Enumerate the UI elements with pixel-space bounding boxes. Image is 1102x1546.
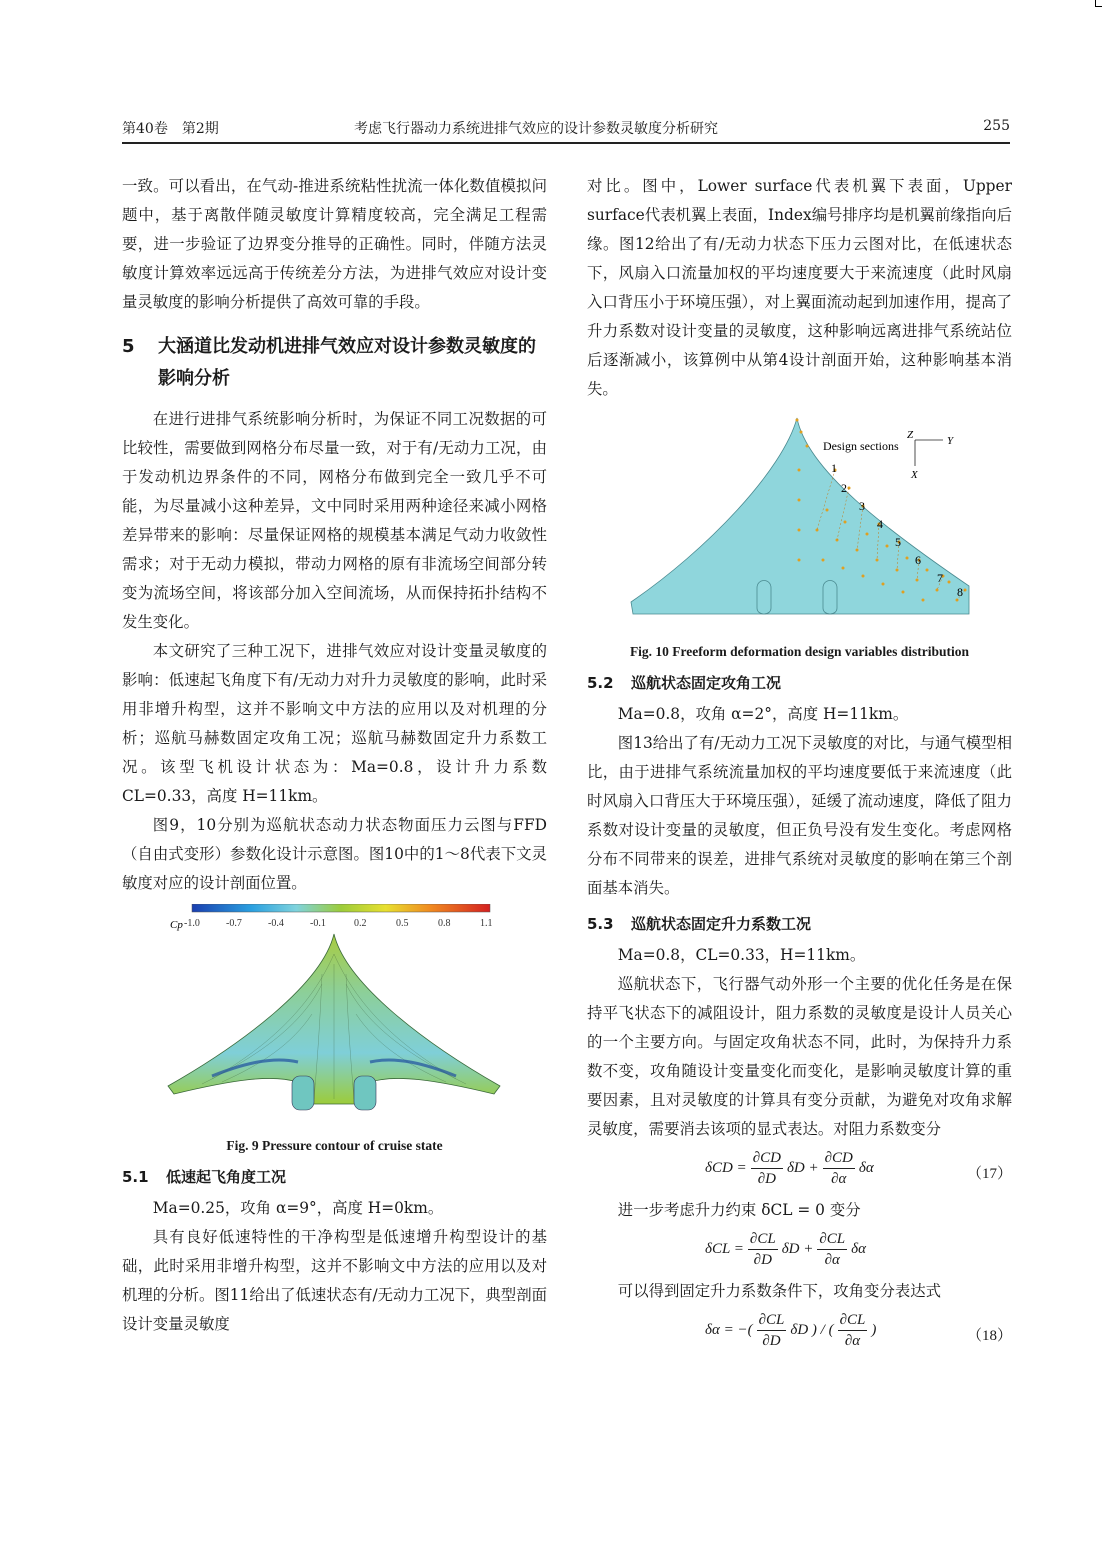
subsection-title: 低速起飞角度工况 [166,1168,287,1186]
design-sections-label: Design sections [823,439,899,453]
eq-denominator: ∂D [757,1171,776,1187]
equation-number: （17） [966,1166,1012,1182]
eq-fraction [757,1310,787,1351]
subsection-number: 5.2 [587,674,614,692]
eq-term: δD + [781,1241,814,1257]
subsection-number: 5.1 [122,1168,149,1186]
colorbar-tick: -1.0 [184,918,200,929]
eq-fraction [823,1148,855,1189]
condition-line: Ma=0.8，攻角 α=2°，高度 H=11km。 [617,705,909,723]
figure-9 [122,904,547,1153]
header-rule [122,142,1010,144]
axis-y-label: Y [947,435,954,447]
colorbar-label: Cp [170,919,183,931]
paragraph: 可以得到固定升力系数条件下，攻角变分表达式 [617,1282,942,1300]
equation-18 [587,1306,1012,1358]
paragraph: 对比。图中，Lower surface代表机翼下表面，Upper surface代表机翼上表面，Index编号排序均是机翼前缘指向后缘。图12给出了有/无动力状态下压力云图对比，在低速状态下，风扇入口流量加权的平均速度要大于来流速度（此时风扇入口背压小于环境压强），对上翼面流动起到加速作用，提高了升力系数对设计变量的灵敏度，这种影响远离进排气系统站位后逐渐减小，该算例中从第4设计剖面开始，这种影响基本消失。 [587,177,1012,398]
paragraph: 图13给出了有/无动力工况下灵敏度的对比，与通气模型相比，由于进排气系统流量加权的平均速度要低于来流速度（此时风扇入口背压大于环境压强），延缓了流动速度，降低了阻力系数对设计变量的灵敏度，但正负号没有发生变化。考虑网格分布不同带来的误差，进排气系统对灵敏度的影响在第三个剖面基本消失。 [587,734,1012,897]
section-number-label: 2 [841,481,847,495]
equation-17 [587,1144,1012,1196]
eq-fraction [838,1310,868,1351]
condition-line: Ma=0.25，攻角 α=9°，高度 H=0km。 [152,1199,444,1217]
subsection-title: 巡航状态固定攻角工况 [631,674,782,692]
eq-term: ) [871,1322,877,1338]
axis-triad [915,440,943,466]
eq-fraction [817,1229,847,1270]
colorbar-tick: 1.1 [480,918,493,929]
eq-numerator: ∂CL [817,1229,847,1250]
eq-lhs: δCL = [705,1241,744,1257]
eq-numerator: ∂CD [751,1148,783,1169]
ffd-figure [587,410,1012,632]
header-volume: 第40卷 第2期 [122,121,219,137]
subsection-title: 巡航状态固定升力系数工况 [631,915,812,933]
equation-lift-variation [587,1225,1012,1277]
eq-denominator: ∂D [753,1252,772,1268]
right-column [587,172,1012,1358]
eq-numerator: ∂CD [823,1148,855,1169]
eq-numerator: ∂CL [757,1310,787,1331]
crop-mark [1095,0,1102,7]
figure-10-caption: Fig. 10 Freeform deformation design variables distribution [629,644,970,659]
eq-denominator: ∂α [844,1333,861,1349]
colorbar-tick: -0.4 [268,918,284,929]
section-number-label: 4 [877,517,883,531]
paragraph: 一致。可以看出，在气动-推进系统粘性扰流一体化数值模拟问题中，基于离散伴随灵敏度计算精度较高，完全满足工程需要，进一步验证了边界变分推导的正确性。同时，伴随方法灵敏度计算效率远远高于传统差分方法，为进排气效应对设计变量灵敏度的影响分析提供了高效可靠的手段。 [122,177,547,311]
paragraph: 图9，10分别为巡航状态动力状态物面压力云图与FFD（自由式变形）参数化设计示意图。图10中的1～8代表下文灵敏度对应的设计剖面位置。 [122,816,547,892]
header-page-number: 255 [983,118,1010,134]
subsection-heading-5-3 [587,909,1012,939]
eq-fraction [748,1229,778,1270]
figure-10 [587,410,1012,662]
paragraph: 进一步考虑升力约束 δCL = 0 变分 [617,1201,861,1219]
figure-9-caption: Fig. 9 Pressure contour of cruise state [226,1138,443,1153]
section-title: 大涵道比发动机进排气效应对设计参数灵敏度的影响分析 [158,336,536,389]
colorbar-tick: -0.1 [310,918,326,929]
equation-number: （18） [966,1328,1012,1344]
running-header [122,118,1010,140]
colorbar-tick: 0.8 [438,918,451,929]
section-number-label: 8 [957,585,963,599]
paragraph: 本文研究了三种工况下，进排气效应对设计变量灵敏度的影响：低速起飞角度下有/无动力对升力灵敏度的影响，此时采用非增升构型，这并不影响文中方法的应用以及对机理的分析；巡航马赫数固定攻角工况；巡航马赫数固定升力系数工况。该型飞机设计状态为：Ma=0.8，设计升力系数 CL=0.33，高度 H=11km。 [122,642,547,805]
colorbar-tick: -0.7 [226,918,242,929]
subsection-heading-5-2 [587,668,1012,698]
paragraph: 具有良好低速特性的干净构型是低速增升构型设计的基础，此时采用非增升构型，这并不影响文中方法的应用以及对机理的分析。图11给出了低速状态有/无动力工况下，典型剖面设计变量灵敏度 [122,1228,547,1333]
eq-numerator: ∂CL [748,1229,778,1250]
pressure-contour-figure [122,904,547,1126]
section-number-label: 7 [937,571,943,585]
subsection-number: 5.3 [587,915,614,933]
section-number-label: 5 [895,535,901,549]
axis-x-label: X [911,469,918,481]
subsection-heading-5-1 [122,1162,547,1192]
eq-denominator: ∂α [831,1171,847,1187]
section-number-label: 6 [915,553,921,567]
eq-term: δD + [786,1160,819,1176]
eq-numerator: ∂CL [838,1310,868,1331]
condition-line: Ma=0.8，CL=0.33，H=11km。 [617,946,866,964]
eq-term: δα [858,1160,874,1176]
wing-planform [631,418,969,614]
paragraph: 巡航状态下，飞行器气动外形一个主要的优化任务是在保持平飞状态下的减阻设计，阻力系数的灵敏度是设计人员关心的一个主要方向。与固定攻角状态不同，此时，为保持升力系数不变，攻角随设计变量变化而变化，是影响灵敏度计算的重要因素，且对灵敏度的计算具有变分贡献，为避免对攻角求解灵敏度，需要消去该项的显式表达。对阻力系数变分 [587,975,1012,1138]
section-number-label: 3 [859,499,865,513]
eq-denominator: ∂D [762,1333,781,1349]
eq-term: δα [851,1241,866,1257]
eq-lhs: δCD = [705,1160,747,1176]
paragraph: 在进行进排气系统影响分析时，为保证不同工况数据的可比较性，需要做到网格分布尽量一致，对于有/无动力工况，由于发动机边界条件的不同，网格分布做到完全一致几乎不可能，为尽量减小这种差异，文中同时采用两种途径来减小网格差异带来的影响：尽量保证网格的规模基本满足气动力收敛性需求；对于无动力模拟，带动力网格的原有非流场空间部分转变为流场空间，将该部分加入空间流场，从而保持拓扑结构不发生变化。 [122,410,547,631]
left-column [122,172,547,1339]
eq-lhs: δα = −( [705,1322,753,1338]
colorbar [192,904,490,912]
axis-z-label: Z [907,429,914,441]
colorbar-tick: 0.2 [354,918,367,929]
header-title: 考虑飞行器动力系统进排气效应的设计参数灵敏度分析研究 [354,121,718,137]
eq-term: δD ) / ( [790,1322,834,1338]
eq-fraction [751,1148,783,1189]
section-heading-5 [122,331,547,395]
eq-denominator: ∂α [824,1252,840,1268]
section-number: 5 [122,336,135,357]
section-number-label: 1 [831,461,837,475]
colorbar-tick: 0.5 [396,918,409,929]
